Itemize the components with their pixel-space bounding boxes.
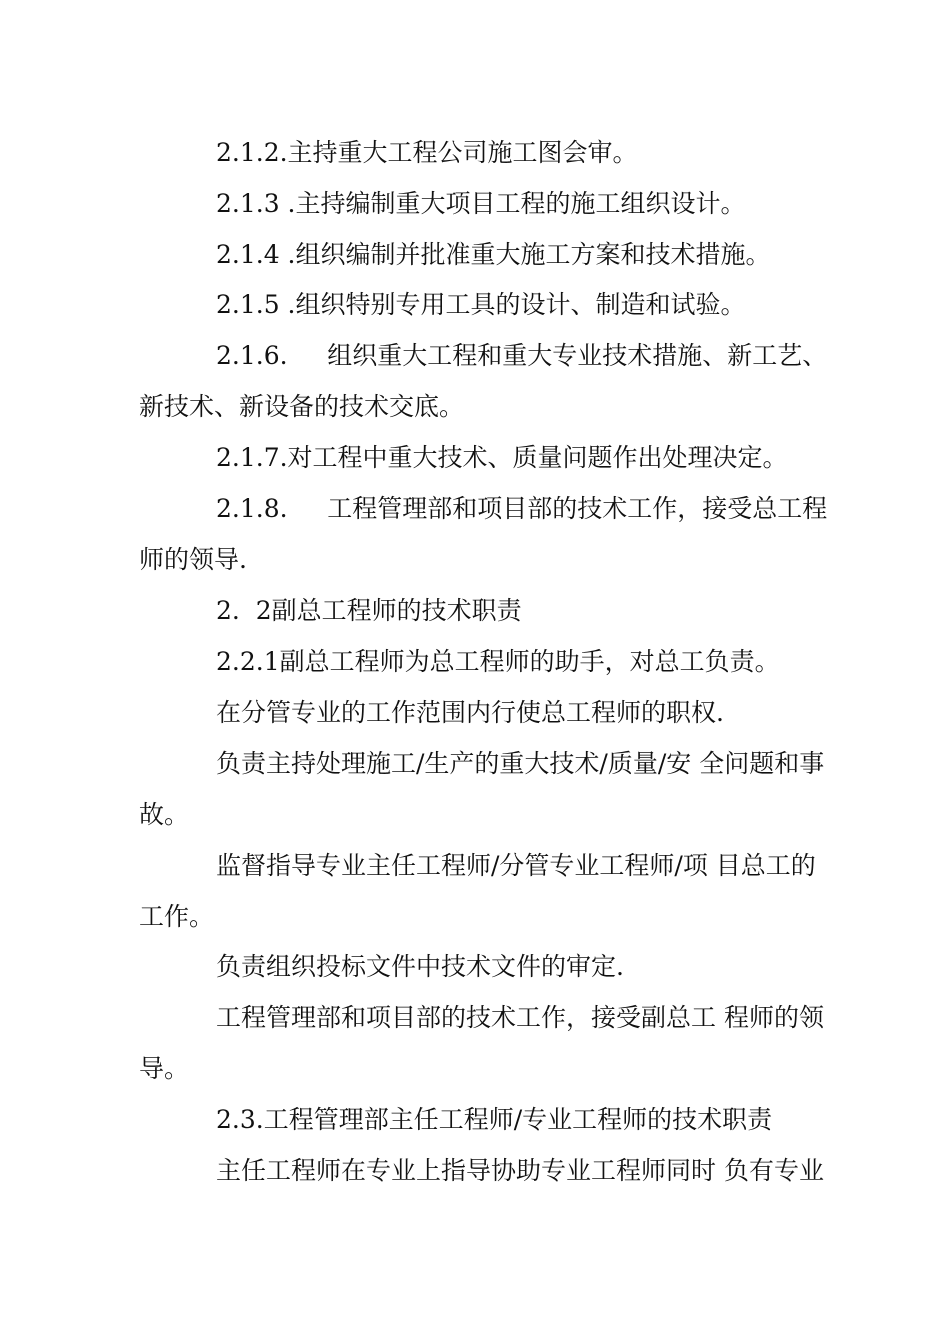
- paragraph-supervision: 监督指导专业主任工程师/分管专业工程师/项 目总工的: [216, 851, 816, 880]
- paragraph-bid-review: 负责组织投标文件中技术文件的审定.: [216, 952, 624, 981]
- paragraph-deputy-lead: 工程管理部和项目部的技术工作，接受副总工 程师的领: [216, 1003, 824, 1032]
- clause-2-1-3: 2.1.3 .主持编制重大项目工程的施工组织设计。: [216, 189, 746, 218]
- clause-2-2-1: 2.2.1副总工程师为总工程师的助手，对总工负责。: [216, 647, 780, 676]
- clause-2-1-4: 2.1.4 .组织编制并批准重大施工方案和技术措施。: [216, 240, 771, 269]
- clause-2-1-8: 2.1.8. 工程管理部和项目部的技术工作，接受总工程: [216, 494, 828, 523]
- section-heading-2-2: 2. 2副总工程师的技术职责: [216, 596, 522, 625]
- paragraph-chief-engineer: 主任工程师在专业上指导协助专业工程师同时 负有专业: [216, 1156, 824, 1185]
- clause-2-1-7: 2.1.7.对工程中重大技术、质量问题作出处理决定。: [216, 443, 788, 472]
- clause-2-1-6: 2.1.6. 组织重大工程和重大专业技术措施、新工艺、: [216, 341, 828, 370]
- clause-2-1-5: 2.1.5 .组织特别专用工具的设计、制造和试验。: [216, 290, 746, 319]
- section-heading-2-3: 2.3.工程管理部主任工程师/专业工程师的技术职责: [216, 1105, 773, 1134]
- paragraph-major-issues-cont: 故。: [139, 800, 190, 829]
- clause-2-1-6-cont: 新技术、新设备的技术交底。: [139, 392, 465, 421]
- paragraph-authority: 在分管专业的工作范围内行使总工程师的职权.: [216, 698, 724, 727]
- paragraph-supervision-cont: 工作。: [139, 902, 215, 931]
- paragraph-major-issues: 负责主持处理施工/生产的重大技术/质量/安 全问题和事: [216, 749, 825, 778]
- clause-2-1-2: 2.1.2.主持重大工程公司施工图会审。: [216, 138, 638, 167]
- clause-2-1-8-cont: 师的领导.: [139, 545, 247, 574]
- paragraph-deputy-lead-cont: 导。: [139, 1054, 190, 1083]
